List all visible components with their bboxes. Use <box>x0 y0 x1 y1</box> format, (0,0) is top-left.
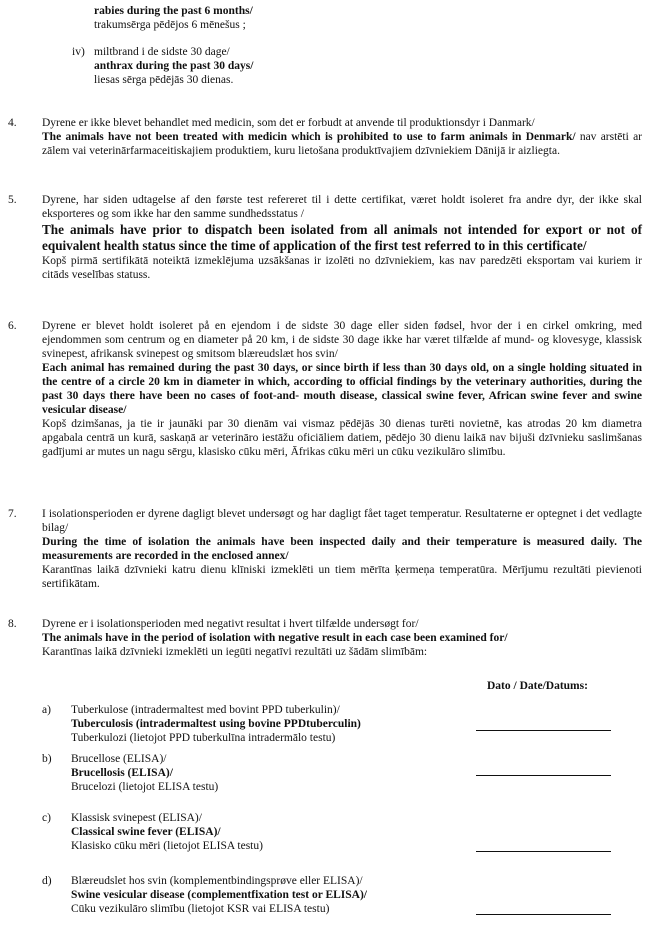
section-8-number: 8. <box>8 618 17 630</box>
test-a-label: a) <box>42 704 51 716</box>
section-6-number: 6. <box>8 320 17 332</box>
test-d-lv: Cūku vezikulāro slimību (lietojot KSR vai ELISA testu) <box>71 903 330 915</box>
section-4 <box>42 116 642 158</box>
test-c-lv: Klasisko cūku mēri (lietojot ELISA testu) <box>71 840 263 852</box>
item-iii-lv: trakumsērga pēdējos 6 mēnešus ; <box>94 19 246 31</box>
test-b-da: Brucellose (ELISA)/ <box>71 753 167 765</box>
section-7-da: I isolationsperioden er dyrene dagligt blevet undersøgt og har dagligt fået taget temperatur. Resultaterne er optegnet i det vedlagte bilag/ <box>42 508 642 534</box>
section-7 <box>42 507 642 591</box>
test-a-lv: Tuberkulozi (lietojot PPD tuberkulīna intradermālo testu) <box>71 732 336 744</box>
test-d-label: d) <box>42 875 52 887</box>
item-iv <box>94 45 253 87</box>
section-7-lv: Karantīnas laikā dzīvnieki katru dienu klīniski izmeklēti un tiem mērīta ķermeņa temperatūra. Mērījumu rezultāti pievienoti sertifikātam. <box>42 564 642 590</box>
test-d-date-line[interactable] <box>476 914 611 915</box>
section-6-lv: Kopš dzimšanas, ja tie ir jaunāki par 30 dienām vai vismaz pēdējās 30 dienas turēti novietnē, kas atrodas 20 km diametra apgabala centrā un kurā, saskaņā ar veterināro iestāžu oficiāliem datiem, pēdējo 30 dienu laikā nav bijuši dzīvnieku saslimšanas gadījumi ar mutes un nagu sērgu, klasisko cūku mēri, Āfrikas cūku mēri un cūku vezikulāro slimību. <box>42 418 642 458</box>
section-8-da: Dyrene er i isolationsperioden med negativt resultat i hvert tilfælde undersøgt for/ <box>42 618 419 630</box>
date-column-header: Dato / Date/Datums: <box>487 680 588 692</box>
section-5-da: Dyrene, har siden udtagelse af den første test refereret til i dette certifikat, været holdt isoleret fra andre dyr, der ikke skal eksporteres og som ikke har den samme sundhedsstatus / <box>42 194 642 220</box>
item-iii-en: rabies during the past 6 months/ <box>94 5 253 17</box>
section-4-lv: nav arstēti ar zālem vai veterinārfarmaceitiskajiem produktiem, kuru lietošana produktīvajiem dzīvniekiem Dānijā ir aizliegta. <box>42 131 643 157</box>
test-b-date-line[interactable] <box>476 775 611 776</box>
section-6-en: Each animal has remained during the past 30 days, or since birth if less than 30 days old, on a single holding situated in the centre of a circle 20 km in diameter in which, according to official findings by the veterinary authorities, during the past 30 days there have been no cases of foot-and- mouth disease, classical swine fever, African swine fever and swine vesicular disease/ <box>42 362 642 416</box>
item-iv-lv: liesas sērga pēdējās 30 dienas. <box>94 74 234 86</box>
section-8 <box>42 617 642 659</box>
item-iii <box>94 4 253 32</box>
section-4-da: Dyrene er ikke blevet behandlet med medicin, som det er forbudt at anvende til produktionsdyr i Danmark/ <box>42 117 535 129</box>
test-b-label: b) <box>42 753 52 765</box>
test-c-date-line[interactable] <box>476 851 611 852</box>
test-b-en: Brucellosis (ELISA)/ <box>71 767 173 779</box>
test-c-da: Klassisk svinepest (ELISA)/ <box>71 812 202 824</box>
test-c-en: Classical swine fever (ELISA)/ <box>71 826 221 838</box>
test-a-date-line[interactable] <box>476 730 611 731</box>
section-8-lv: Karantīnas laikā dzīvnieki izmeklēti un iegūti negatīvi rezultāti uz šādām slimībām: <box>42 646 428 658</box>
section-5-number: 5. <box>8 194 17 206</box>
item-iv-en: anthrax during the past 30 days/ <box>94 60 254 72</box>
section-7-en: During the time of isolation the animals have been inspected daily and their temperature is measured daily. The measurements are recorded in the enclosed annex/ <box>42 536 642 562</box>
section-7-number: 7. <box>8 508 17 520</box>
section-6 <box>42 319 642 459</box>
test-d-da: Blæreudslet hos svin (komplementbindingsprøve eller ELISA)/ <box>71 875 363 887</box>
test-c-label: c) <box>42 812 51 824</box>
section-5-en: The animals have prior to dispatch been isolated from all animals not intended for export or not of equivalent health status since the time of application of the first test referred to in this certificate/ <box>42 222 642 253</box>
item-iv-da: miltbrand i de sidste 30 dage/ <box>94 46 230 58</box>
section-4-number: 4. <box>8 117 17 129</box>
section-5-lv: Kopš pirmā sertifikātā noteiktā izmeklējuma uzsākšanas ir izolēti no dzīvniekiem, kas nav paredzēti eksportam vai kuriem ir citāds veselības statuss. <box>42 255 642 281</box>
section-6-da: Dyrene er blevet holdt isoleret på en ejendom i de sidste 30 dage eller siden fødsel, hvor der i en cirkel omkring, med ejendommen som centrum og en diameter på 20 km, i de sidste 30 dage ikke har været tilfælde af mund- og klovesyge, klassisk svinepest, afrikansk svinepest og smitsom blæreudslæt hos svin/ <box>42 320 642 360</box>
section-4-en: The animals have not been treated with medicin which is prohibited to use to farm animals in Denmark/ <box>42 131 576 143</box>
test-d-en: Swine vesicular disease (complementfixation test or ELISA)/ <box>71 889 368 901</box>
section-5 <box>42 193 642 282</box>
test-a-da: Tuberkulose (intradermaltest med bovint PPD tuberkulin)/ <box>71 704 340 716</box>
test-b-lv: Brucelozi (lietojot ELISA testu) <box>71 781 219 793</box>
section-8-en: The animals have in the period of isolation with negative result in each case been examined for/ <box>42 632 508 644</box>
test-a-en: Tuberculosis (intradermaltest using bovine PPDtuberculin) <box>71 718 361 730</box>
item-iv-label: iv) <box>72 46 85 58</box>
